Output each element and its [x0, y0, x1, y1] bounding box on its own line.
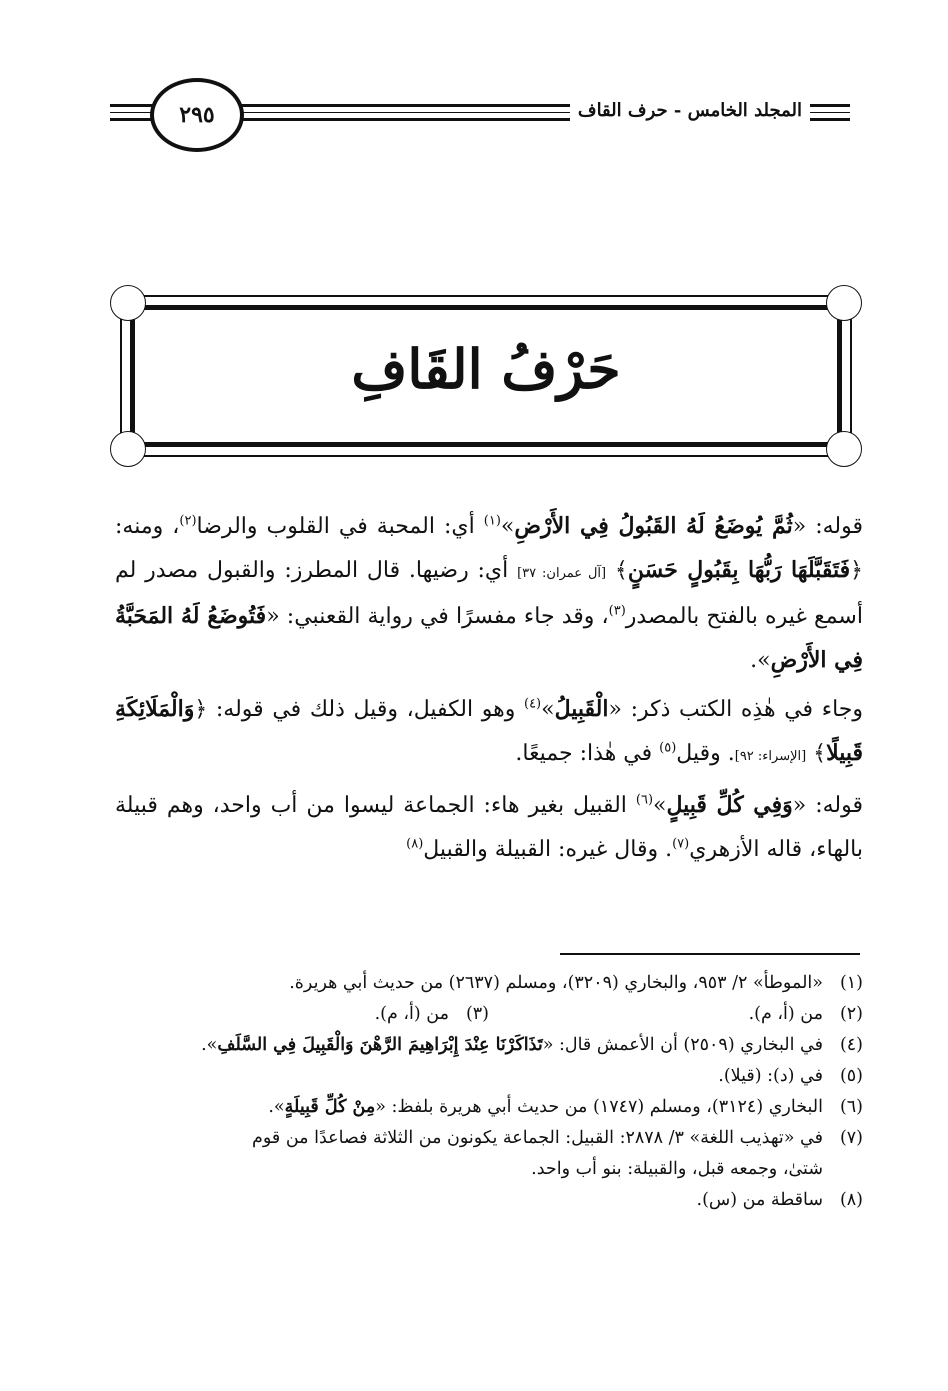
- chapter-title-frame: [120, 295, 852, 457]
- footnote-text: [115, 1092, 823, 1123]
- text-run: ، وقد جاء مفسرًا في رواية القعنبي: «: [266, 604, 609, 629]
- text-run: قوله: «: [792, 793, 864, 818]
- text-run: وجاء في هٰذِه الكتب ذكر: «: [608, 697, 863, 722]
- footnotes: [115, 968, 863, 1216]
- verse-reference: [الإسراء: ٩٢]: [734, 748, 807, 764]
- footnote-number: (١): [839, 973, 863, 993]
- footnote-marker: (٤): [523, 696, 542, 712]
- footnote: [489, 999, 863, 1030]
- footnote-marker: (٨): [406, 836, 424, 852]
- footnote-marker: (٢): [179, 513, 197, 529]
- footnote: [115, 1123, 863, 1154]
- frame-corner-ornament: [110, 431, 146, 467]
- footnote-text: من (أ، م).: [748, 1004, 823, 1024]
- text-run: قوله: «: [792, 514, 864, 539]
- footnote-separator: [560, 953, 860, 955]
- footnote-text: «الموطأ» ٢/ ٩٥٣، والبخاري (٣٢٠٩)، ومسلم (٢٦٣٧) من حديث أبي هريرة.: [289, 973, 823, 993]
- paragraph: [115, 505, 863, 682]
- paragraph: [115, 784, 863, 871]
- text-run: القبيل بغير هاء: الجماعة ليسوا من أب واحد، وهم قبيلة بالهاء، قاله الأزهري: [115, 793, 863, 862]
- footnote-marker: (١): [483, 513, 501, 529]
- paragraph: [115, 688, 863, 778]
- text-run: في هٰذا: جميعًا.: [515, 740, 660, 766]
- text-run: أي: المحبة في القلوب والرضا: [196, 514, 484, 539]
- footnote-number: (٦): [839, 1097, 863, 1117]
- footnote-pair: [115, 999, 863, 1030]
- text-run: البخاري (٣١٢٤)، ومسلم (١٧٤٧) من حديث أبي هريرة بلفظ: «: [375, 1097, 823, 1117]
- running-title: المجلد الخامس - حرف القاف: [570, 100, 810, 121]
- footnote-number: (٤): [839, 1035, 863, 1055]
- footnote-text: ساقطة من (س).: [696, 1190, 823, 1210]
- footnote-text: في «تهذيب اللغة» ٣/ ٢٨٧٨: القبيل: الجماعة يكونون من الثلاثة فصاعدًا من قوم: [252, 1128, 823, 1148]
- footnote-text: [115, 1030, 823, 1061]
- footnote-number: (٣): [465, 1004, 489, 1024]
- footnote: [115, 1061, 863, 1092]
- footnote-number: (٧): [839, 1128, 863, 1148]
- footnote-number: (٢): [839, 1004, 863, 1024]
- hadith-quote: الْقَبِيلُ: [554, 696, 609, 722]
- quran-verse: فَتَقَبَّلَهَا رَبُّهَا بِقَبُولٍ حَسَنٍ: [627, 556, 851, 583]
- footnote-number: (٥): [839, 1066, 863, 1086]
- text-run: أي: رضيها. قال المطرز: والقبول مصدر لم أسمع غيره بالفتح بالمصدر: [115, 557, 863, 629]
- text-run: وهو الكفيل، وقيل ذلك في قوله: ﴿: [194, 697, 524, 722]
- text-run: ﴾: [806, 740, 827, 766]
- hadith-quote: ثُمَّ يُوضَعُ لَهُ القَبُولُ فِي الأَرْضِ: [514, 513, 793, 539]
- text-run: »: [653, 793, 667, 818]
- text-run: »: [500, 514, 515, 539]
- frame-corner-ornament: [826, 285, 862, 321]
- hadith-quote: وَفِي كُلِّ قَبِيلٍ: [666, 792, 793, 818]
- frame-corner-ornament: [110, 285, 146, 321]
- hadith-quote: فَتُوضَعُ لَهُ المَحَبَّةُ فِي الأَرْضِ: [115, 603, 863, 673]
- footnote-text: من (أ، م).: [374, 1004, 449, 1024]
- text-run: ».: [750, 647, 771, 673]
- text-run: ، ومنه: ﴿: [115, 514, 863, 583]
- chapter-title: حَرْفُ القَافِ: [351, 337, 621, 401]
- main-text: [115, 505, 863, 877]
- footnote: [115, 1185, 863, 1216]
- footnote: [115, 968, 863, 999]
- footnote-marker: (٦): [635, 792, 654, 808]
- footnote-marker: (٣): [608, 603, 626, 619]
- text-run: في البخاري (٢٥٠٩) أن الأعمش قال: «: [542, 1035, 823, 1055]
- footnote-text: في (د): (قيلا).: [718, 1066, 823, 1086]
- footnote-number: (٨): [839, 1190, 863, 1210]
- footnote: [115, 999, 489, 1030]
- hadith-quote: تَذَاكَرْنَا عِنْدَ إِبْرَاهِيمَ الرَّهْنَ وَالْقَبِيلَ فِي السَّلَفِ: [217, 1035, 543, 1055]
- text-run: ».: [268, 1097, 285, 1117]
- quran-verse: وَالْمَلَائِكَةِ قَبِيلًا: [115, 696, 863, 766]
- verse-reference: [آل عمران: ٣٧]: [517, 565, 607, 581]
- frame-corner-ornament: [826, 431, 862, 467]
- footnote-marker: (٧): [672, 836, 690, 852]
- text-run: »: [541, 697, 555, 722]
- text-run: ﴾: [606, 557, 628, 583]
- footnote-continuation: شتىٰ، وجمعه قبل، والقبيلة: بنو أب واحد.: [531, 1159, 823, 1179]
- text-run: . وقال غيره: القبيلة والقبيل: [423, 836, 673, 862]
- text-run: ».: [201, 1035, 218, 1055]
- footnote-marker: (٥): [659, 740, 677, 756]
- text-run: . وقيل: [676, 740, 735, 766]
- footnote: [115, 1092, 863, 1123]
- page-number: ٢٩٥: [179, 102, 215, 128]
- footnote: [115, 1030, 863, 1061]
- page-number-oval: [150, 78, 244, 152]
- page-header: [110, 78, 850, 148]
- hadith-quote: مِنْ كُلِّ قَبِيلَةٍ: [284, 1097, 376, 1117]
